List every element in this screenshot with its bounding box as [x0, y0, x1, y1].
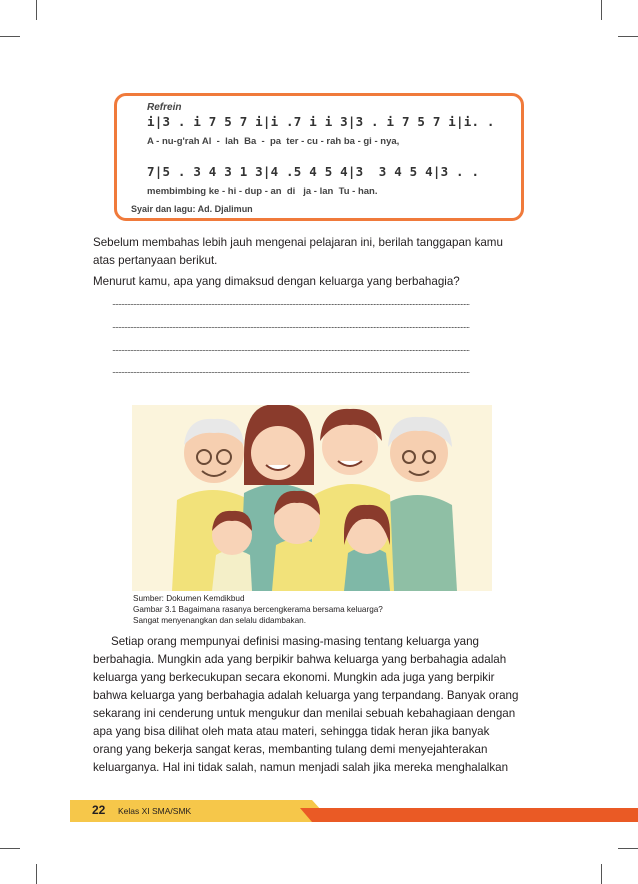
- crop-mark: [36, 864, 37, 884]
- song-credit: Syair dan lagu: Ad. Djalimun: [131, 204, 253, 214]
- figure-source: Sumber: Dokumen Kemdikbud: [133, 594, 245, 603]
- intro-line-1: Sebelum membahas lebih jauh mengenai pelajaran ini, berilah tanggapan kamu: [93, 236, 503, 249]
- crop-mark: [36, 0, 37, 20]
- notation-line-1: i|3 . i 7 5 7 i|i .7 i i 3|3 . i 7 5 7 i|i. .: [147, 114, 495, 129]
- answer-line[interactable]: ..............................................................................................................................................................................................................................................: [112, 320, 470, 330]
- body-line-2: berbahagia. Mungkin ada yang berpikir bahwa keluarga yang berbahagia adalah: [93, 653, 507, 666]
- crop-mark: [618, 848, 638, 849]
- lyrics-line-2: membimbing ke - hi - dup - an di ja - lan Tu - han.: [147, 186, 378, 197]
- crop-mark: [601, 0, 602, 20]
- page-number: 22: [92, 803, 106, 817]
- question: Menurut kamu, apa yang dimaksud dengan keluarga yang berbahagia?: [93, 275, 460, 288]
- body-line-8: keluarganya. Hal ini tidak salah, namun menjadi salah jika mereka menghalalkan: [93, 761, 509, 774]
- refrain-title: Refrein: [147, 102, 182, 113]
- figure-caption-line-2: Sangat menyenangkan dan selalu didambakan.: [133, 616, 306, 625]
- intro-line-2: atas pertanyaan berikut.: [93, 254, 218, 267]
- lyrics-line-1: A - nu-g'rah Al - lah Ba - pa ter - cu - rah ba - gi - nya,: [147, 136, 400, 147]
- crop-mark: [601, 864, 602, 884]
- book-title: Kelas XI SMA/SMK: [118, 806, 192, 816]
- crop-mark: [0, 36, 20, 37]
- answer-line[interactable]: ..............................................................................................................................................................................................................................................: [112, 297, 470, 307]
- body-line-4: bahwa keluarga yang berbahagia adalah keluarga yang terpandang. Banyak orang: [93, 689, 519, 702]
- figure-caption-line-1: Gambar 3.1 Bagaimana rasanya bercengkerama bersama keluarga?: [133, 605, 383, 614]
- family-illustration: [132, 405, 492, 591]
- body-line-5: sekarang ini cenderung untuk mengukur dan menilai sebuah kebahagiaan dengan: [93, 707, 516, 720]
- body-line-3: keluarga yang berkecukupan secara ekonomi. Mungkin ada juga yang berpikir: [93, 671, 495, 684]
- answer-line[interactable]: ..............................................................................................................................................................................................................................................: [112, 365, 470, 375]
- notation-line-2: 7|5 . 3 4 3 1 3|4 .5 4 5 4|3 3 4 5 4|3 . .: [147, 164, 480, 179]
- body-line-6: apa yang bisa dilihat oleh mata atau materi, sehingga tidak heran jika banyak: [93, 725, 490, 738]
- refrain-box: [114, 93, 524, 221]
- body-line-7: orang yang bekerja sangat keras, membanting tulang demi menyejahterakan: [93, 743, 488, 756]
- crop-mark: [618, 36, 638, 37]
- answer-line[interactable]: ..............................................................................................................................................................................................................................................: [112, 343, 470, 353]
- crop-mark: [0, 848, 20, 849]
- body-line-1: Setiap orang mempunyai definisi masing-masing tentang keluarga yang: [111, 635, 479, 648]
